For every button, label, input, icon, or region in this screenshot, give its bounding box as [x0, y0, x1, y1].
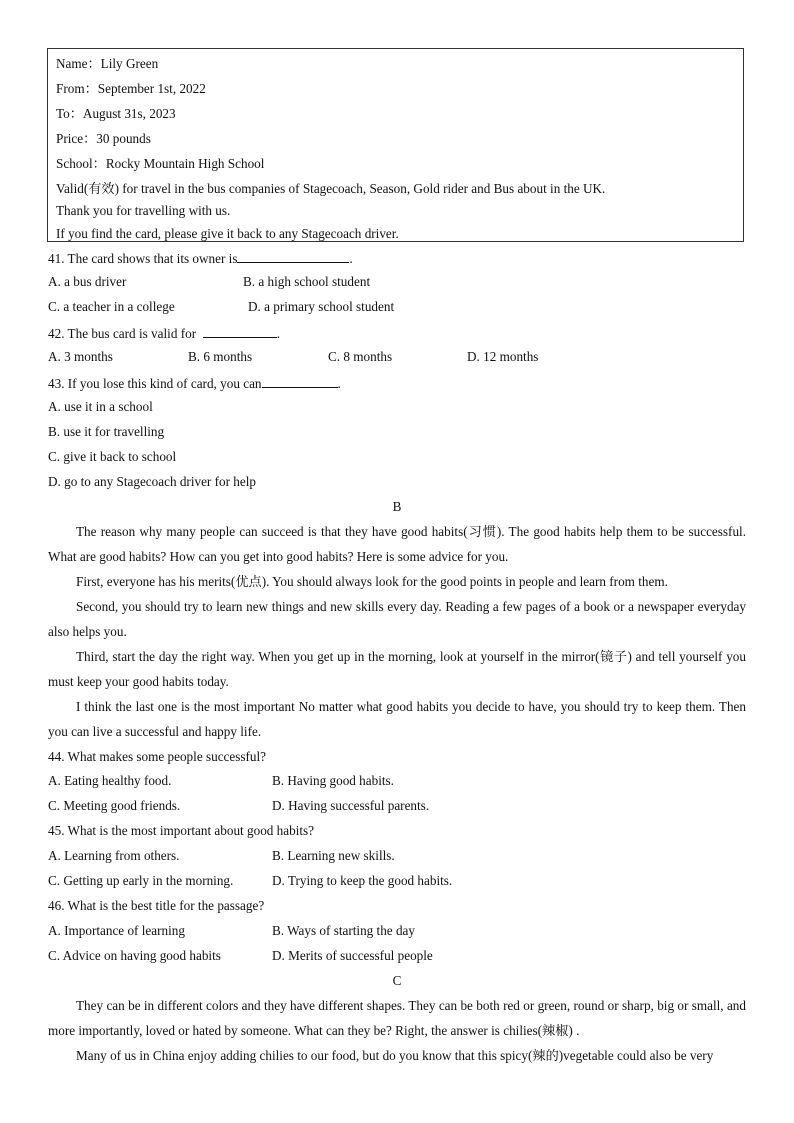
- section-b-heading: B: [392, 499, 402, 514]
- q44-option-a: A. Eating healthy food.: [48, 773, 172, 788]
- passage-b-paragraph-5: [48, 694, 746, 744]
- q46-option-a: A. Importance of learning: [48, 923, 185, 938]
- passage-b-paragraph-1: [48, 519, 746, 569]
- question-42: [48, 324, 280, 342]
- passage-b-paragraph-4: [48, 644, 746, 694]
- q43-option-c: C. give it back to school: [48, 449, 177, 464]
- question-42-end: .: [276, 326, 280, 341]
- passage-b-paragraph-1-text: The reason why many people can succeed is that they have good habits(习惯). The good habits help them to be successful. What are good habits? How can you get into good habits? Here is some advice for you.: [48, 524, 746, 564]
- passage-b-paragraph-2: [48, 569, 746, 594]
- q45-option-a: A. Learning from others.: [48, 848, 180, 863]
- bus-card-box: [47, 48, 744, 242]
- card-price-line: Price：30 pounds: [56, 131, 151, 146]
- passage-c-paragraph-2-text: Many of us in China enjoy adding chilies to our food, but do you know that this spicy(辣的)vegetable could also be very: [76, 1048, 714, 1063]
- q43-option-a: A. use it in a school: [48, 399, 153, 414]
- q46-option-d: D. Merits of successful people: [272, 948, 433, 963]
- answer-blank: [203, 324, 277, 338]
- q42-option-a: A. 3 months: [48, 349, 113, 364]
- passage-b-paragraph-2-text: First, everyone has his merits(优点). You should always look for the good points in people and learn from them.: [76, 574, 668, 589]
- question-41: [48, 249, 353, 267]
- q46-option-b: B. Ways of starting the day: [272, 923, 416, 938]
- passage-c-paragraph-1: [48, 993, 746, 1043]
- question-45-stem: 45. What is the most important about good habits?: [48, 823, 315, 838]
- card-thanks-line: Thank you for travelling with us.: [56, 203, 231, 218]
- passage-b-paragraph-4-text: Third, start the day the right way. When you get up in the morning, look at yourself in the mirror(镜子) and tell yourself you must keep your good habits today.: [48, 649, 746, 689]
- q45-option-b: B. Learning new skills.: [272, 848, 395, 863]
- q42-option-b: B. 6 months: [188, 349, 253, 364]
- question-42-stem: 42. The bus card is valid for: [48, 326, 197, 341]
- q45-option-c: C. Getting up early in the morning.: [48, 873, 234, 888]
- q46-option-c: C. Advice on having good habits: [48, 948, 221, 963]
- passage-b-paragraph-3-text: Second, you should try to learn new things and new skills every day. Reading a few pages of a book or a newspaper everyday also helps you.: [48, 599, 746, 639]
- q44-option-d: D. Having successful parents.: [272, 798, 430, 813]
- question-41-stem: 41. The card shows that its owner is: [48, 251, 238, 266]
- q44-option-c: C. Meeting good friends.: [48, 798, 181, 813]
- q44-option-b: B. Having good habits.: [272, 773, 394, 788]
- q41-option-a: A. a bus driver: [48, 274, 127, 289]
- answer-blank: [262, 374, 338, 388]
- q42-option-c: C. 8 months: [328, 349, 393, 364]
- q43-option-b: B. use it for travelling: [48, 424, 165, 439]
- question-43-end: .: [337, 376, 341, 391]
- card-from-line: From：September 1st, 2022: [56, 81, 206, 96]
- card-valid-line: Valid(有效) for travel in the bus companies of Stagecoach, Season, Gold rider and Bus about in the UK.: [56, 181, 606, 196]
- card-school-line: School：Rocky Mountain High School: [56, 156, 265, 171]
- passage-b-paragraph-3: [48, 594, 746, 644]
- question-44-stem: 44. What makes some people successful?: [48, 749, 267, 764]
- passage-b-paragraph-5-text: I think the last one is the most important No matter what good habits you decide to have, you should try to keep them. Then you can live a successful and happy life.: [48, 699, 746, 739]
- q43-option-d: D. go to any Stagecoach driver for help: [48, 474, 256, 489]
- q41-option-b: B. a high school student: [243, 274, 371, 289]
- section-c-heading: C: [392, 973, 402, 988]
- q41-option-c: C. a teacher in a college: [48, 299, 175, 314]
- question-46-stem: 46. What is the best title for the passage?: [48, 898, 265, 913]
- card-return-line: If you find the card, please give it back to any Stagecoach driver.: [56, 226, 399, 241]
- q45-option-d: D. Trying to keep the good habits.: [272, 873, 453, 888]
- passage-c-paragraph-2: [48, 1043, 746, 1068]
- question-41-end: .: [349, 251, 353, 266]
- passage-c-paragraph-1-text: They can be in different colors and they have different shapes. They can be both red or green, round or sharp, big or small, and more importantly, loved or hated by someone. What can they be? Right, the answer is chilies(辣椒) .: [48, 998, 746, 1038]
- q42-option-d: D. 12 months: [467, 349, 539, 364]
- question-43-stem: 43. If you lose this kind of card, you can: [48, 376, 262, 391]
- q41-option-d: D. a primary school student: [248, 299, 395, 314]
- card-to-line: To：August 31s, 2023: [56, 106, 176, 121]
- card-name-line: Name：Lily Green: [56, 56, 159, 71]
- question-43: [48, 374, 341, 392]
- answer-blank: [237, 249, 349, 263]
